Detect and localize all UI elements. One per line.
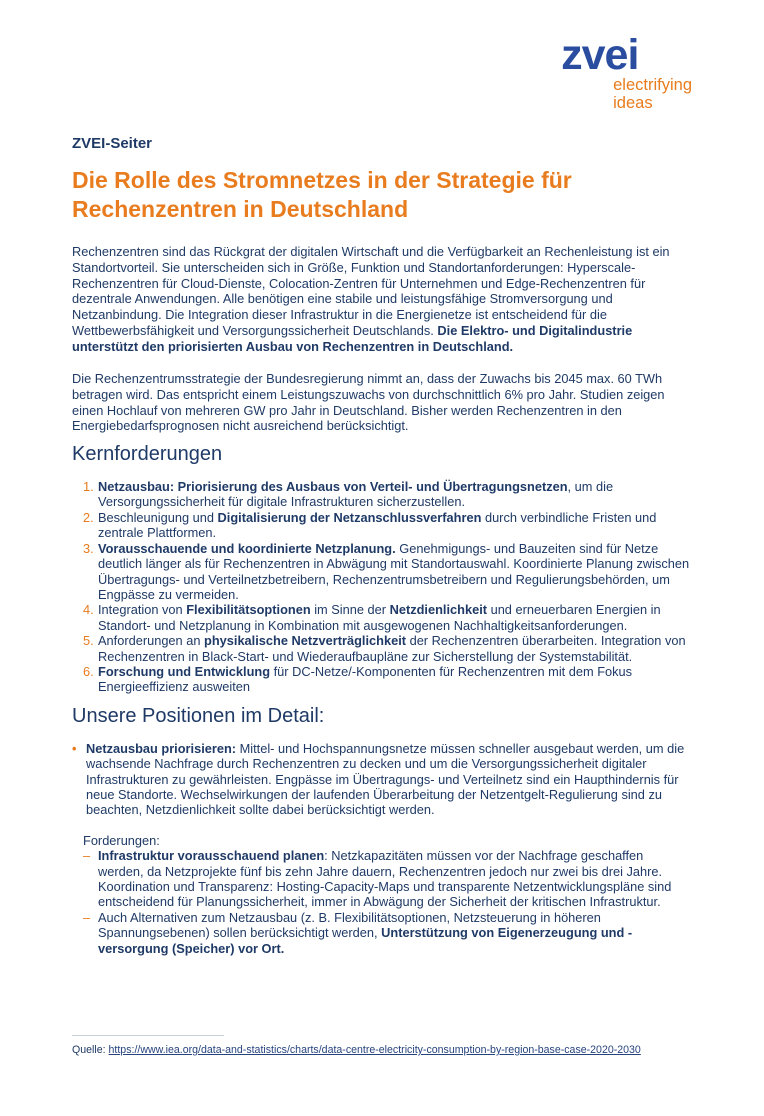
list-item-text [98, 479, 692, 510]
text-segment: Netzdienlichkeit [389, 602, 488, 618]
list-number: 4. [83, 602, 94, 618]
logo-tagline-line2: ideas [613, 94, 653, 113]
text-segment: Die Elektro- und Digitalindustrie unterstützt den priorisierten Ausbau von Rechenzentren in Deutschland. [72, 322, 633, 354]
positionen-list [72, 741, 692, 818]
kernforderung-item [83, 510, 692, 541]
kernforderung-item [83, 602, 692, 633]
section-heading-kernforderungen: Kernforderungen [72, 443, 223, 466]
list-item-text [98, 848, 692, 910]
document-page [0, 31, 764, 956]
zvei-logo-tagline [613, 76, 692, 113]
list-number: 6. [83, 663, 94, 679]
text-segment: Rechenzentren sind das Rückgrat der digitalen Wirtschaft und die Verfügbarkeit an Rechenleistung ist ein Standortvorteil. Sie unterscheiden sich in Größe, Funktion und Standortanforderungen: Hyperscale-Rechenzentren für Cloud-Dienste, Colocation-Zentren für Unternehmen und Edge-Rechenzentren für dezentrale Anwendungen. Alle benötigen eine stabile und leistungsfähige Stromversorgung und Netzanbindung. Die Integration dieser Infrastruktur in die Energienetze ist entscheidend für die Wettbewerbsfähigkeit und Versorgungssicherheit Deutschlands. [72, 244, 670, 338]
text-segment: Flexibilitätsoptionen [186, 602, 311, 618]
text-segment: Beschleunigung und [98, 509, 218, 525]
text-segment: Netzausbau priorisieren: [86, 740, 237, 756]
zvei-logo-wordmark: zvei [561, 31, 639, 79]
forderungen-list [83, 848, 692, 956]
section-heading-positionen: Unsere Positionen im Detail: [72, 704, 325, 727]
list-number: 3. [83, 540, 94, 556]
dash-icon: – [83, 909, 91, 925]
logo-tagline-line1: electrifying [613, 75, 692, 94]
text-segment: : Netzkapazitäten müssen vor der Nachfrage geschaffen werden, da Netzprojekte fünf bis zehn Jahre dauern, Rechenzentren jedoch nur zwei bis drei Jahre. Koordination und Transparenz: Hosting-Capacity-Maps und transparente Netzentwicklungspläne sind entscheidend für Planungssicherheit, immer in Abwägung der Sicherheit der kritischen Infrastruktur. [98, 848, 672, 910]
text-segment: Mittel- und Hochspannungsnetze müssen schneller ausgebaut werden, um die wachsende Nachfrage durch Rechenzentren zu decken und um die Versorgungssicherheit digitaler Infrastrukturen zu gewährleisten. Engpässe im Übertragungs- und Verteilnetz sind ein Haupthindernis für neue Standorte. Wechselwirkungen der laufenden Überarbeitung der Netzentgelt-Regulierung sind zu beachten, Netzdienlichkeit sollte dabei berücksichtigt werden. [86, 740, 685, 818]
text-segment: durch verbindliche Fristen und zentrale Plattformen. [98, 509, 657, 541]
text-segment: Die Rechenzentrumsstrategie der Bundesregierung nimmt an, dass der Zuwachs bis 2045 max. 60 TWh betragen wird. Das entspricht einem Leistungszuwachs von durchschnittlich 6% pro Jahr. Studien zeigen einen Hochlauf von mehreren GW pro Jahr in Deutschland. Bisher werden Rechenzentren in den Energiebedarfsprognosen nicht ausreichend berücksichtigt. [72, 371, 665, 434]
position-item [72, 741, 692, 818]
forderung-item [83, 848, 692, 910]
text-segment: Infrastruktur vorausschauend planen [98, 848, 325, 864]
list-number: 5. [83, 633, 94, 649]
text-segment: Integration von [98, 602, 187, 618]
text-segment: physikalische Netzverträglichkeit [204, 633, 407, 649]
forderung-item [83, 910, 692, 956]
forderungen-block [83, 833, 692, 956]
zvei-logo [561, 31, 692, 113]
dash-icon: – [83, 848, 91, 864]
text-segment: Anforderungen an [98, 633, 205, 649]
source-link[interactable]: https://www.iea.org/data-and-statistics/charts/data-centre-electricity-consumption-by-region-base-case-2020-2030 [108, 1044, 641, 1056]
text-segment: Digitalisierung der Netzanschlussverfahren [217, 509, 482, 525]
text-segment: Forschung und Entwicklung [98, 663, 271, 679]
text-segment: Vorausschauende und koordinierte Netzplanung. [98, 540, 396, 556]
text-segment: , um die Versorgungssicherheit für digitale Infrastrukturen sicherzustellen. [98, 479, 614, 510]
list-item-text [98, 541, 692, 603]
kernforderungen-list [83, 479, 692, 695]
list-item-text [98, 910, 692, 956]
document-kicker: ZVEI-Seiter [72, 134, 153, 152]
forderungen-label: Forderungen: [83, 832, 160, 848]
kernforderung-item [83, 664, 692, 695]
list-item-text [98, 602, 692, 633]
list-item-text [98, 510, 692, 541]
text-segment: Netzausbau: Priorisierung des Ausbaus von Verteil- und Übertragungsnetzen [98, 479, 568, 495]
text-segment: Genehmigungs- und Bauzeiten sind für Netze deutlich länger als für Rechenzentren in Abwägung mit Standortauswahl. Koordinierte Planung zwischen Übertragungs- und Verteilnetzbetreibern, Rechenzentrumsbetreibern und Regulierungsbehörden, um Engpässe zu vermeiden. [98, 540, 690, 602]
kernforderung-item [83, 541, 692, 603]
intro-paragraph-1 [72, 244, 692, 354]
list-number: 2. [83, 509, 94, 525]
list-item-text [98, 664, 692, 695]
page-title: Die Rolle des Stromnetzes in der Strategie für Rechenzentren in Deutschland [72, 166, 572, 222]
text-segment: Auch Alternativen zum Netzausbau (z. B. Flexibilitätsoptionen, Netzsteuerung in höheren Spannungsebenen) sollen berücksichtigt werden, [98, 909, 601, 941]
footnote [72, 1035, 692, 1057]
source-label: Quelle: [72, 1044, 106, 1056]
text-segment: und erneuerbaren Energien in Standort- und Netzplanung in Kombination mit ausgewogenen Nachhaltigkeitsanforderungen. [98, 602, 661, 633]
footnote-separator [72, 1035, 224, 1036]
source-line [72, 1044, 692, 1057]
kernforderung-item [83, 479, 692, 510]
text-segment: im Sinne der [310, 602, 390, 618]
text-segment: Unterstützung von Eigenerzeugung und -versorgung (Speicher) vor Ort. [98, 925, 633, 956]
text-segment: der Rechenzentren überarbeiten. Integration von Rechenzentren in Black-Start- und Wiederaufbaupläne zur Sicherstellung der Systemstabilität. [98, 633, 686, 664]
text-segment: für DC-Netze/-Komponenten für Rechenzentren mit dem Fokus Energieeffizienz ausweiten [98, 663, 633, 695]
list-item-text [98, 633, 692, 664]
kernforderung-item [83, 633, 692, 664]
list-number: 1. [83, 479, 94, 495]
list-item-text [86, 741, 692, 818]
intro-paragraph-2 [72, 371, 692, 434]
bullet-icon: • [72, 740, 77, 756]
